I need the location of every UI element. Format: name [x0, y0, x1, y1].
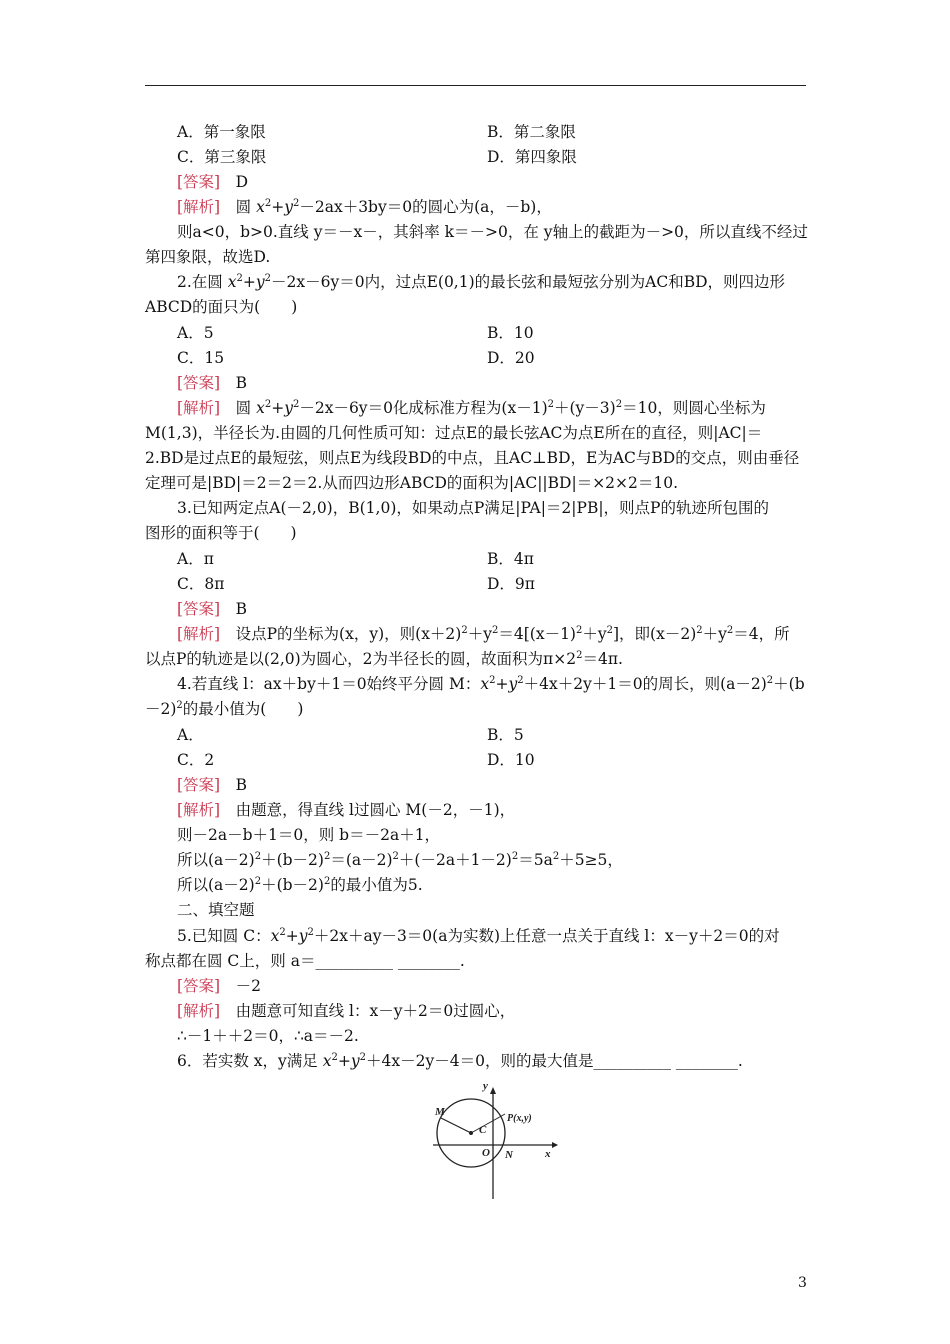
q5-answer: [答案] －2: [177, 977, 261, 995]
q3-analysis-line2: 以点P的轨迹是以(2,0)为圆心，2为半径长的圆，故面积为$\pi\times 2^2=4\pi$.: [145, 650, 623, 668]
q3-option-d: D．9π: [487, 575, 535, 593]
segment-mc: [441, 1118, 471, 1133]
q4-analysis-line3: 所以$(a-2)^2+(b-2)^2=(a-2)^2+(-2a+1-2)^2=5a^2+5\ge 5$，: [177, 851, 623, 869]
analysis-tag: [解析]: [177, 801, 221, 819]
q1-analysis-line2: 则a<0，b>0.直线 y＝－x－，其斜率 k＝－>0，在 y轴上的截距为－>0，所以直线不经过: [177, 223, 808, 241]
label-n: N: [505, 1149, 513, 1161]
q4-stem-line1: 4.若直线 l：ax＋by＋1＝0始终平分圆 M：$x^2+y^2+4x+2y+1=0$的周长，则$(a-2)^2+(b$: [177, 675, 805, 693]
q1-option-d: D．第四象限: [487, 148, 577, 166]
label-m: M: [435, 1106, 445, 1118]
q2-option-b: B．10: [487, 324, 534, 342]
label-c: C: [479, 1124, 487, 1136]
analysis-tag: [解析]: [177, 625, 221, 643]
analysis-tag: [解析]: [177, 1002, 221, 1020]
q2-option-a: A．5: [177, 324, 214, 342]
q4-option-a: A．: [177, 726, 204, 744]
section-title: 二、填空题: [177, 901, 255, 919]
page-number: 3: [798, 1275, 807, 1291]
q2-stem-line1: 2.在圆 $x^2+y^2-2x-6y=0$内，过点E(0,1)的最长弦和最短弦分别为AC和BD，则四边形: [177, 273, 786, 291]
q4-option-d: D．10: [487, 751, 535, 769]
q3-stem-line1: 3.已知两定点A(－2,0)，B(1,0)，如果动点P满足|PA|＝2|PB|，则点P的轨迹所包围的: [177, 499, 769, 517]
q1-analysis-line3: 第四象限，故选D.: [145, 248, 271, 266]
q2-analysis-line3: 2.BD是过点E的最短弦，则点E为线段BD的中点，且AC⊥BD，E为AC与BD的交点，则由垂径: [145, 449, 800, 467]
header-rule: [145, 85, 806, 86]
answer-tag: [答案]: [177, 173, 221, 191]
q4-option-b: B．5: [487, 726, 524, 744]
q2-answer: [答案] B: [177, 374, 248, 392]
q5-stem-line1: 5.已知圆 C：$x^2+y^2+2x+ay-3=0(a$为实数)上任意一点关于直线 l：x－y＋2＝0的对: [177, 927, 780, 945]
circle-figure: [425, 1075, 565, 1200]
q2-stem-line2: ABCD的面只为( ): [145, 298, 298, 316]
answer-tag: [答案]: [177, 600, 221, 618]
q3-option-c: C．8π: [177, 575, 225, 593]
q4-analysis-line1: [解析] 由题意，得直线 l过圆心 M(－2，－1)，: [177, 801, 516, 819]
label-o: O: [482, 1147, 490, 1159]
q4-stem-line2: －2)$^2$的最小值为( ): [145, 700, 304, 718]
q6-stem: 6．若实数 x，y满足 $x^2+y^2+4x-2y-4=0$，则的最大值是__________ ________.: [177, 1052, 743, 1070]
q1-answer: [答案] D: [177, 173, 249, 191]
label-x: x: [545, 1148, 551, 1160]
q4-analysis-line4: 所以$(a-2)^2+(b-2)^2$的最小值为5.: [177, 876, 423, 894]
q3-analysis-line1: [解析] 设点P的坐标为(x，y)，则$(x+2)^2+y^2=4[(x-1)^2+y^2]$，即$(x-2)^2+y^2=4$，所: [177, 625, 790, 643]
q1-option-a: A．第一象限: [177, 123, 266, 141]
x-axis-arrow: [552, 1142, 558, 1148]
q1-option-c: C．第三象限: [177, 148, 267, 166]
q2-analysis-line4: 定理可是|BD|＝2＝2＝2.从而四边形ABCD的面积为|AC||BD|＝×2×2＝10.: [145, 474, 679, 492]
q2-analysis-line2: M(1,3)，半径长为.由圆的几何性质可知：过点E的最长弦AC为点E所在的直径，则|AC|＝: [145, 424, 763, 442]
q3-answer: [答案] B: [177, 600, 248, 618]
q2-option-d: D．20: [487, 349, 535, 367]
q2-analysis-line1: [解析] 圆 $x^2+y^2-2x-6y=0$化成标准方程为$(x-1)^2+(y-3)^2=10$，则圆心坐标为: [177, 399, 766, 417]
analysis-tag: [解析]: [177, 399, 221, 417]
center-point: [469, 1131, 473, 1135]
q5-analysis-line2: ∴－1＋＋2＝0，∴a＝－2.: [177, 1027, 359, 1045]
label-y: y: [483, 1080, 488, 1092]
q1-option-b: B．第二象限: [487, 123, 576, 141]
q1-analysis-line1: [解析] 圆 $x^2+y^2-2ax+3by=0$的圆心为(a，－b)，: [177, 198, 552, 216]
answer-tag: [答案]: [177, 977, 221, 995]
label-p: P(x,y): [507, 1113, 532, 1124]
q4-option-c: C．2: [177, 751, 215, 769]
q5-analysis-line1: [解析] 由题意可知直线 l：x－y＋2＝0过圆心，: [177, 1002, 516, 1020]
q4-answer: [答案] B: [177, 776, 248, 794]
answer-tag: [答案]: [177, 374, 221, 392]
q4-analysis-line2: 则－2a－b＋1＝0，则 b＝－2a＋1，: [177, 826, 441, 844]
q3-stem-line2: 图形的面积等于( ): [145, 524, 297, 542]
segment-cp: [471, 1114, 505, 1133]
analysis-tag: [解析]: [177, 198, 221, 216]
q5-stem-line2: 称点都在圆 C上，则 a＝__________ ________.: [145, 952, 465, 970]
q3-option-b: B．4π: [487, 550, 534, 568]
q2-option-c: C．15: [177, 349, 225, 367]
answer-tag: [答案]: [177, 776, 221, 794]
q3-option-a: A．π: [177, 550, 214, 568]
y-axis-arrow: [490, 1087, 496, 1094]
